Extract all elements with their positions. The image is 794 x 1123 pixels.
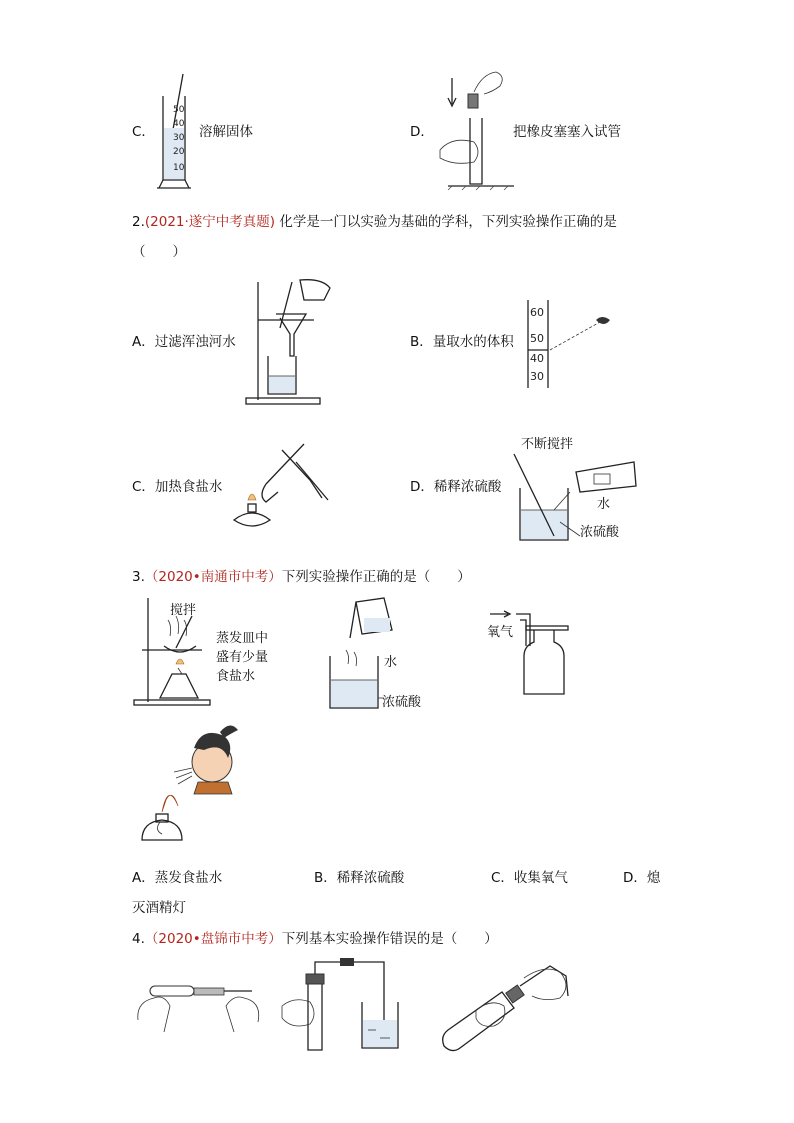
q3-answer-c: C．收集氧气 (491, 870, 568, 886)
q3-b-label-water: 水 (384, 655, 398, 670)
q2-b-scale-30: 30 (530, 370, 544, 383)
q2-source: (2021·遂宁中考真题) (144, 214, 276, 230)
q2-b-scale-50: 50 (530, 332, 544, 345)
q4-figure-b-airtightness-check (276, 958, 402, 1054)
q2-option-a-text: A．过滤浑浊河水 (132, 334, 236, 350)
q4-figure-c-insert-stopper (440, 962, 580, 1052)
q3-c-label-oxygen: 氧气 (487, 625, 514, 640)
q3-answer-a: A．蒸发食盐水 (132, 870, 223, 886)
q2-option-b-text: B．量取水的体积 (410, 334, 514, 350)
q3-answer-d: D．熄 (623, 870, 661, 886)
q1-c-scale-20: 20 (173, 147, 185, 157)
q3-a-label-dish-2: 盛有少量 (216, 650, 269, 665)
q3-a-label-dish-1: 蒸发皿中 (216, 631, 269, 646)
q1-option-d-text: 把橡皮塞塞入试管 (513, 124, 621, 140)
q4-figure-a-glass-tube-connection (134, 972, 264, 1042)
q2-d-label-acid: 浓硫酸 (580, 525, 620, 540)
q2-stem: 化学是一门以实验为基础的学科，下列实验操作正确的是 (275, 214, 617, 230)
q2-d-label-stir: 不断搅拌 (521, 437, 574, 452)
q2-option-b-figure-reading-cylinder (522, 300, 618, 390)
q3-source: （2020•南通市中考） (144, 569, 282, 585)
q1-option-d-figure-stopper-into-tube (432, 70, 522, 192)
q2-b-scale-60: 60 (530, 306, 544, 319)
q2-option-d-figure-dilution (510, 452, 638, 546)
q3-b-label-acid: 浓硫酸 (382, 695, 422, 710)
q3-figure-c-gas-bottle (486, 606, 570, 698)
q1-option-c-text: 溶解固体 (199, 124, 253, 140)
q3-stem-line (132, 568, 471, 586)
q4-source: （2020•盘锦市中考） (144, 931, 282, 947)
q3-figure-d-blow-out-lamp (132, 722, 242, 852)
q2-option-c-figure-heating-tube (226, 440, 330, 534)
q2-stem-line (132, 213, 617, 231)
q1-option-c-figure-graduated-cylinder (155, 74, 195, 192)
q2-answer-blank: （ ） (132, 244, 186, 260)
q4-stem: 下列基本实验操作错误的是（ ） (281, 931, 498, 947)
q1-c-scale-10: 10 (173, 163, 185, 173)
q2-b-scale-40: 40 (530, 352, 544, 365)
q3-figure-a-evaporation (132, 596, 222, 708)
q3-answer-b: B．稀释浓硫酸 (314, 870, 405, 886)
q1-option-d-letter: D． (410, 124, 434, 140)
q3-a-label-stir: 搅拌 (170, 603, 197, 618)
q1-c-scale-50: 50 (173, 105, 185, 115)
q1-option-c-letter: C． (132, 124, 155, 140)
q3-answer-d-wrap: 灭酒精灯 (132, 900, 186, 916)
q3-stem: 下列实验操作正确的是（ ） (281, 569, 471, 585)
q2-d-label-water: 水 (597, 497, 611, 512)
q3-figure-b-dilution (322, 594, 412, 712)
q2-number: 2. (132, 214, 145, 230)
q2-option-c-text: C．加热食盐水 (132, 479, 223, 495)
q3-a-label-dish-3: 食盐水 (216, 669, 256, 684)
q4-number: 4. (132, 931, 145, 947)
q4-stem-line (132, 930, 498, 948)
q2-option-a-figure-filtration (244, 276, 336, 408)
q2-option-d-text: D．稀释浓硫酸 (410, 479, 502, 495)
q3-number: 3. (132, 569, 145, 585)
q1-c-scale-30: 30 (173, 133, 185, 143)
q1-c-scale-40: 40 (173, 119, 185, 129)
